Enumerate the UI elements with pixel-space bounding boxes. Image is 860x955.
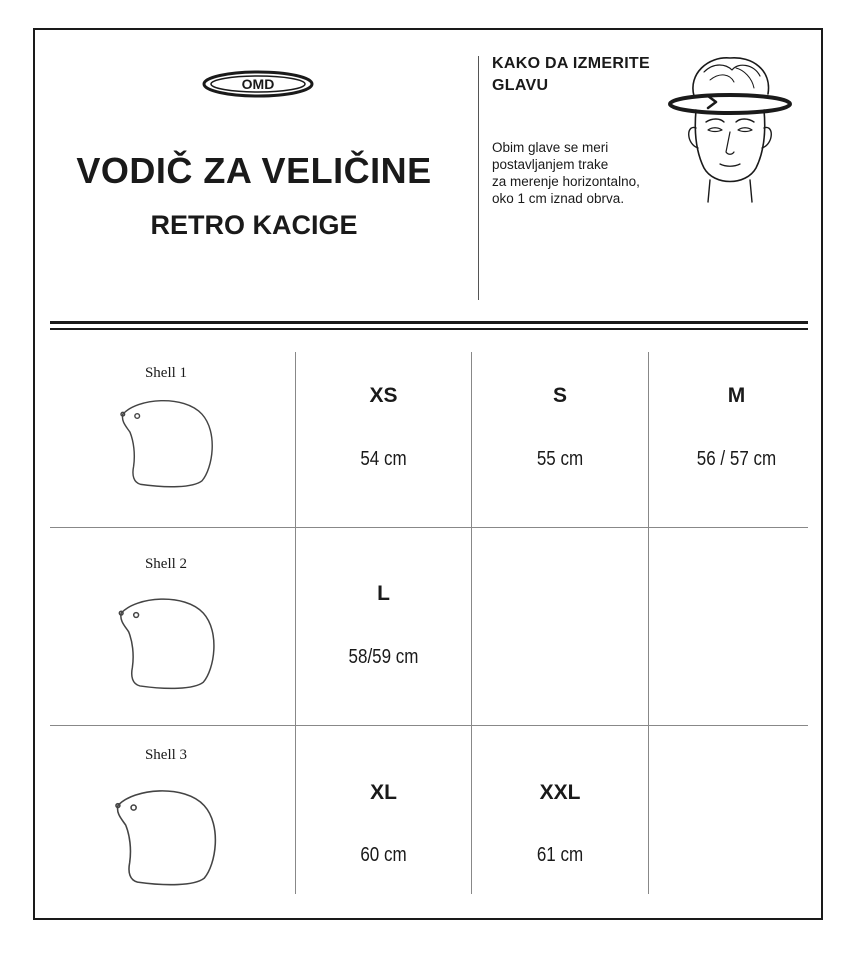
howto-title-line2: GLAVU (492, 77, 549, 94)
howto-text-line: Obim glave se meri (492, 140, 609, 155)
logo-text: OMD (241, 76, 275, 92)
head-measuring-icon (664, 52, 794, 204)
helmet-shell-3-icon (106, 786, 224, 888)
size-label: M (727, 384, 746, 407)
size-label: L (377, 582, 390, 605)
shell-label: Shell 2 (144, 556, 188, 572)
size-label: XL (370, 781, 397, 804)
size-label: S (552, 384, 567, 407)
size-label: XS (369, 384, 398, 407)
section-divider (50, 328, 808, 330)
header-divider (478, 56, 479, 300)
table-column-divider (648, 352, 649, 894)
howto-instructions (492, 139, 640, 207)
omd-logo (202, 70, 314, 98)
shell-label: Shell 1 (144, 365, 188, 381)
howto-title (492, 53, 650, 97)
table-row-divider (50, 527, 808, 528)
shell-label: Shell 3 (144, 747, 188, 763)
size-label: XXL (539, 781, 581, 804)
size-measure: 54 cm (360, 448, 407, 470)
page-title: VODIČ ZA VELIČINE (76, 150, 432, 191)
section-divider (50, 321, 808, 324)
howto-text-line: oko 1 cm iznad obrva. (492, 191, 625, 206)
size-measure: 61 cm (536, 844, 584, 866)
size-measure: 56 / 57 cm (696, 448, 777, 470)
table-column-divider (471, 352, 472, 894)
table-row-divider (50, 725, 808, 726)
size-measure: 55 cm (536, 448, 584, 470)
table-column-divider (295, 352, 296, 894)
howto-text-line: postavljanjem trake (492, 157, 609, 172)
howto-title-line1: KAKO DA IZMERITE (492, 55, 650, 72)
helmet-shell-2-icon (110, 594, 222, 692)
size-measure: 60 cm (360, 844, 407, 866)
helmet-shell-1-icon (112, 396, 220, 490)
size-measure: 58/59 cm (348, 646, 419, 668)
page-subtitle: RETRO KACIGE (150, 210, 358, 240)
howto-text-line: za merenje horizontalno, (492, 174, 640, 189)
